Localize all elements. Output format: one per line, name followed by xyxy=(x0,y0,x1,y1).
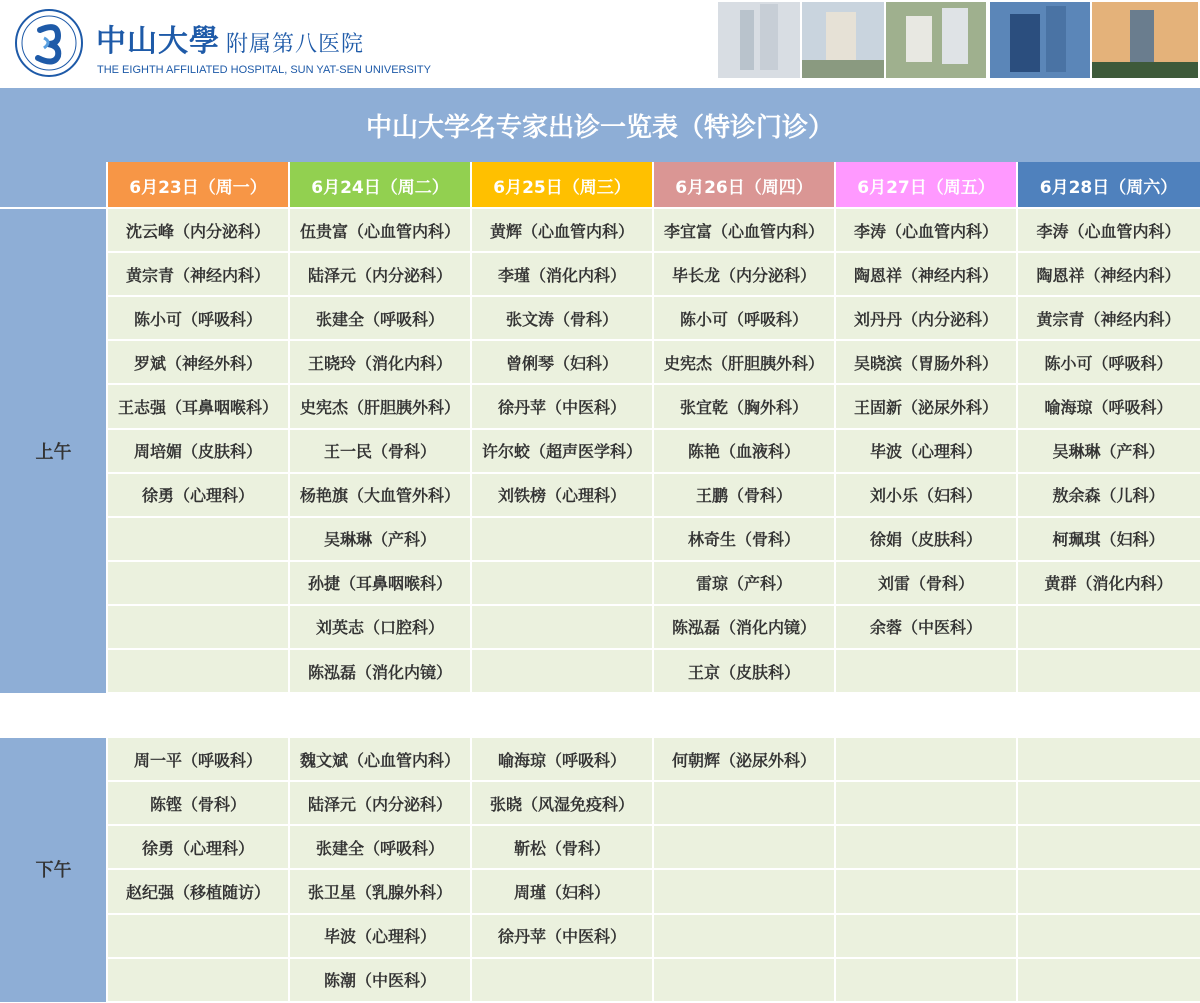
doctor-cell xyxy=(107,605,289,649)
doctor-cell xyxy=(835,958,1017,1002)
day-header-6: 6月28日（周六） xyxy=(1017,162,1200,208)
doctor-cell: 罗斌（神经外科） xyxy=(107,340,289,384)
doctor-cell: 曾俐琴（妇科） xyxy=(471,340,653,384)
doctor-cell xyxy=(1017,869,1200,913)
row-divider xyxy=(107,648,1200,650)
doctor-cell: 王志强（耳鼻咽喉科） xyxy=(107,384,289,428)
doctor-cell: 陶恩祥（神经内科） xyxy=(1017,252,1200,296)
doctor-cell: 周培媚（皮肤科） xyxy=(107,429,289,473)
doctor-cell: 周瑾（妇科） xyxy=(471,869,653,913)
row-divider xyxy=(107,868,1200,870)
column-divider xyxy=(470,162,472,1002)
doctor-cell: 李宜富（心血管内科） xyxy=(653,208,835,252)
row-divider xyxy=(107,957,1200,959)
day-header-4: 6月26日（周四） xyxy=(653,162,835,208)
doctor-cell: 黄宗青（神经内科） xyxy=(1017,296,1200,340)
doctor-cell: 毕长龙（内分泌科） xyxy=(653,252,835,296)
doctor-cell xyxy=(835,869,1017,913)
doctor-cell: 张建全（呼吸科） xyxy=(289,825,471,869)
doctor-cell: 喻海琼（呼吸科） xyxy=(471,737,653,781)
doctor-cell: 陈泓磊（消化内镜） xyxy=(289,649,471,693)
session-divider xyxy=(0,207,1200,209)
doctor-cell: 刘英志（口腔科） xyxy=(289,605,471,649)
doctor-cell xyxy=(835,914,1017,958)
schedule-table xyxy=(0,162,1200,1002)
doctor-cell: 刘小乐（妇科） xyxy=(835,473,1017,517)
doctor-cell: 许尔蛟（超声医学科） xyxy=(471,429,653,473)
doctor-cell: 史宪杰（肝胆胰外科） xyxy=(653,340,835,384)
doctor-cell: 张建全（呼吸科） xyxy=(289,296,471,340)
doctor-cell: 林奇生（骨科） xyxy=(653,517,835,561)
doctor-cell: 王京（皮肤科） xyxy=(653,649,835,693)
doctor-cell: 雷琼（产科） xyxy=(653,561,835,605)
doctor-cell: 毕波（心理科） xyxy=(835,429,1017,473)
doctor-cell: 陈小可（呼吸科） xyxy=(653,296,835,340)
doctor-cell xyxy=(471,958,653,1002)
hospital-name-en: THE EIGHTH AFFILIATED HOSPITAL, SUN YAT-SEN UNIVERSITY xyxy=(97,64,431,76)
row-divider xyxy=(107,295,1200,297)
session-separator xyxy=(0,693,1200,737)
doctor-cell xyxy=(107,958,289,1002)
session-label: 上午 xyxy=(0,208,107,693)
doctor-cell: 沈云峰（内分泌科） xyxy=(107,208,289,252)
doctor-cell xyxy=(653,869,835,913)
session-label: 下午 xyxy=(0,737,107,1002)
table-corner-cell xyxy=(0,162,107,208)
doctor-cell: 张宜乾（胸外科） xyxy=(653,384,835,428)
doctor-cell xyxy=(653,825,835,869)
row-divider xyxy=(107,604,1200,606)
doctor-cell: 徐丹苹（中医科） xyxy=(471,914,653,958)
doctor-cell: 陈铿（骨科） xyxy=(107,781,289,825)
row-divider xyxy=(107,472,1200,474)
doctor-cell: 陈艳（血液科） xyxy=(653,429,835,473)
doctor-cell: 靳松（骨科） xyxy=(471,825,653,869)
doctor-cell: 陈泓磊（消化内镜） xyxy=(653,605,835,649)
doctor-cell: 李瑾（消化内科） xyxy=(471,252,653,296)
doctor-cell: 陈潮（中医科） xyxy=(289,958,471,1002)
doctor-cell: 吴琳琳（产科） xyxy=(1017,429,1200,473)
row-divider xyxy=(107,339,1200,341)
page-header xyxy=(0,0,1200,88)
doctor-cell: 刘铁榜（心理科） xyxy=(471,473,653,517)
doctor-cell: 徐勇（心理科） xyxy=(107,825,289,869)
doctor-cell xyxy=(471,605,653,649)
row-divider xyxy=(107,516,1200,518)
doctor-cell: 陆泽元（内分泌科） xyxy=(289,781,471,825)
column-divider xyxy=(652,162,654,1002)
doctor-cell xyxy=(1017,914,1200,958)
doctor-cell: 王一民（骨科） xyxy=(289,429,471,473)
doctor-cell: 吴晓滨（胃肠外科） xyxy=(835,340,1017,384)
doctor-cell xyxy=(107,517,289,561)
doctor-cell xyxy=(471,517,653,561)
row-divider xyxy=(107,692,1200,694)
doctor-cell xyxy=(835,649,1017,693)
doctor-cell: 王固新（泌尿外科） xyxy=(835,384,1017,428)
doctor-cell: 余蓉（中医科） xyxy=(835,605,1017,649)
session-divider xyxy=(0,736,1200,738)
doctor-cell: 敖余森（儿科） xyxy=(1017,473,1200,517)
doctor-cell xyxy=(107,914,289,958)
hospital-suffix: 附属第八医院 xyxy=(226,32,365,57)
doctor-cell xyxy=(653,914,835,958)
doctor-cell: 黄群（消化内科） xyxy=(1017,561,1200,605)
doctor-cell: 张晓（风湿免疫科） xyxy=(471,781,653,825)
doctor-cell: 周一平（呼吸科） xyxy=(107,737,289,781)
hospital-logo-icon xyxy=(14,8,84,78)
row-divider xyxy=(107,780,1200,782)
row-divider xyxy=(107,824,1200,826)
doctor-cell: 徐娟（皮肤科） xyxy=(835,517,1017,561)
doctor-cell xyxy=(107,649,289,693)
row-divider xyxy=(107,428,1200,430)
column-divider xyxy=(1016,162,1018,1002)
doctor-cell: 魏文斌（心血管内科） xyxy=(289,737,471,781)
doctor-cell xyxy=(1017,781,1200,825)
doctor-cell: 陈小可（呼吸科） xyxy=(1017,340,1200,384)
doctor-cell: 王晓玲（消化内科） xyxy=(289,340,471,384)
doctor-cell xyxy=(471,561,653,605)
doctor-cell: 徐勇（心理科） xyxy=(107,473,289,517)
doctor-cell: 徐丹苹（中医科） xyxy=(471,384,653,428)
doctor-cell: 李涛（心血管内科） xyxy=(835,208,1017,252)
header-fade xyxy=(600,0,720,88)
doctor-cell xyxy=(835,781,1017,825)
row-divider xyxy=(107,383,1200,385)
doctor-cell xyxy=(1017,649,1200,693)
doctor-cell: 陈小可（呼吸科） xyxy=(107,296,289,340)
doctor-cell: 刘丹丹（内分泌科） xyxy=(835,296,1017,340)
doctor-cell: 陆泽元（内分泌科） xyxy=(289,252,471,296)
doctor-cell xyxy=(653,781,835,825)
doctor-cell xyxy=(1017,737,1200,781)
doctor-cell xyxy=(471,649,653,693)
column-divider xyxy=(834,162,836,1002)
hospital-building-photos xyxy=(660,0,1200,88)
doctor-cell: 刘雷（骨科） xyxy=(835,561,1017,605)
doctor-cell: 何朝辉（泌尿外科） xyxy=(653,737,835,781)
day-header-3: 6月25日（周三） xyxy=(471,162,653,208)
doctor-cell xyxy=(835,737,1017,781)
doctor-cell xyxy=(1017,605,1200,649)
row-divider xyxy=(107,913,1200,915)
doctor-cell: 柯珮琪（妇科） xyxy=(1017,517,1200,561)
doctor-cell xyxy=(1017,958,1200,1002)
row-divider xyxy=(107,560,1200,562)
page-title: 中山大学名专家出诊一览表（特诊门诊） xyxy=(0,88,1200,162)
column-divider xyxy=(106,162,108,1002)
doctor-cell: 黄辉（心血管内科） xyxy=(471,208,653,252)
doctor-cell: 张卫星（乳腺外科） xyxy=(289,869,471,913)
doctor-cell: 李涛（心血管内科） xyxy=(1017,208,1200,252)
hospital-name: 中山大學 附属第八医院 xyxy=(96,24,365,59)
doctor-cell: 伍贵富（心血管内科） xyxy=(289,208,471,252)
doctor-cell: 毕波（心理科） xyxy=(289,914,471,958)
doctor-cell: 陶恩祥（神经内科） xyxy=(835,252,1017,296)
doctor-cell: 赵纪强（移植随访） xyxy=(107,869,289,913)
row-divider xyxy=(107,251,1200,253)
day-header-2: 6月24日（周二） xyxy=(289,162,471,208)
doctor-cell: 杨艳旗（大血管外科） xyxy=(289,473,471,517)
doctor-cell xyxy=(107,561,289,605)
doctor-cell xyxy=(835,825,1017,869)
doctor-cell: 喻海琼（呼吸科） xyxy=(1017,384,1200,428)
doctor-cell: 吴琳琳（产科） xyxy=(289,517,471,561)
doctor-cell: 王鹏（骨科） xyxy=(653,473,835,517)
doctor-cell: 黄宗青（神经内科） xyxy=(107,252,289,296)
column-divider xyxy=(288,162,290,1002)
day-header-1: 6月23日（周一） xyxy=(107,162,289,208)
doctor-cell: 史宪杰（肝胆胰外科） xyxy=(289,384,471,428)
day-header-5: 6月27日（周五） xyxy=(835,162,1017,208)
doctor-cell: 孙捷（耳鼻咽喉科） xyxy=(289,561,471,605)
doctor-cell: 张文涛（骨科） xyxy=(471,296,653,340)
doctor-cell xyxy=(1017,825,1200,869)
doctor-cell xyxy=(653,958,835,1002)
